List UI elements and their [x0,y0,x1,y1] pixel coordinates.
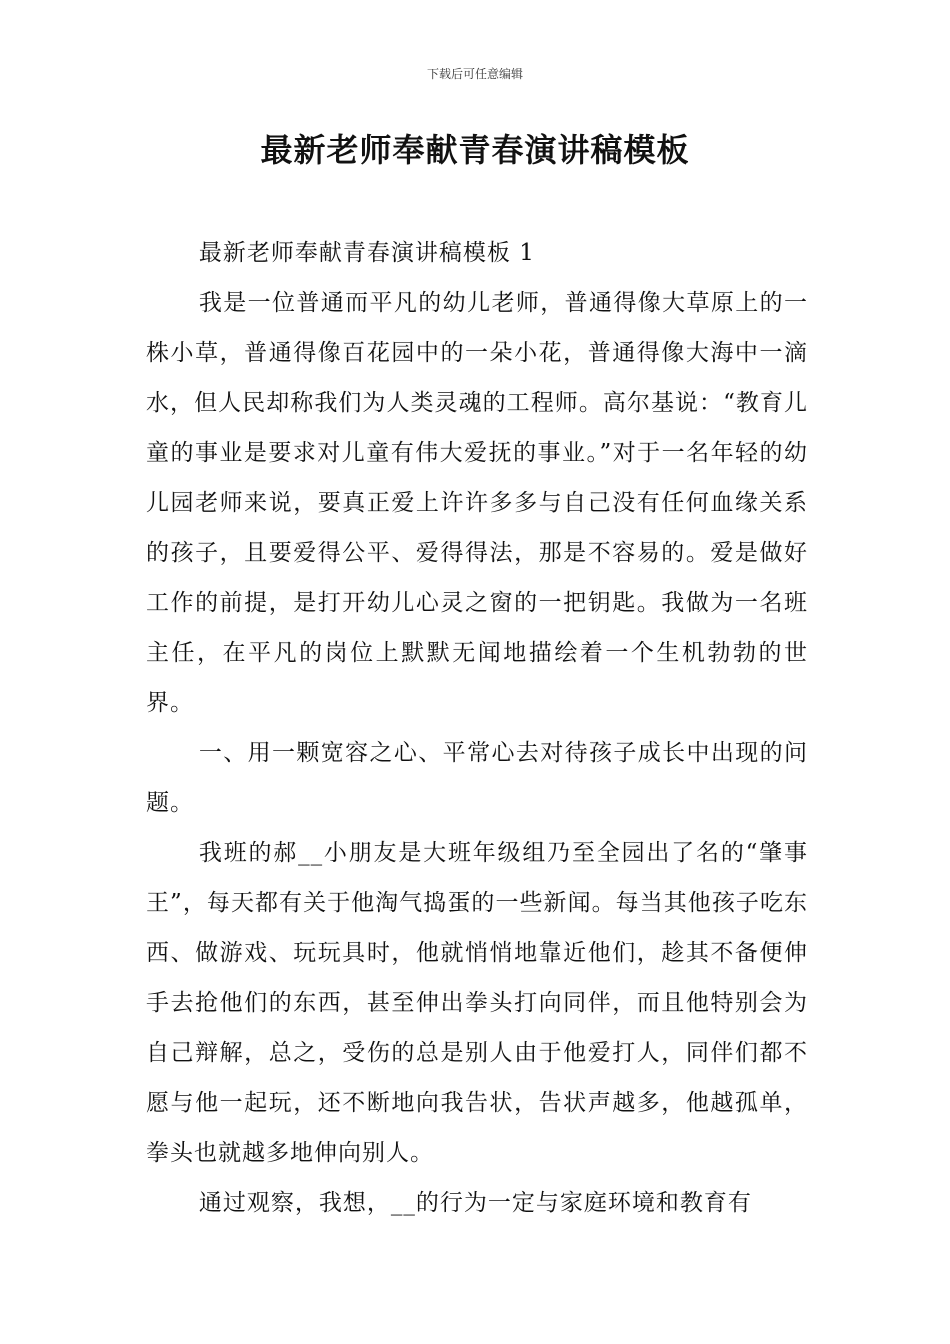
paragraph: 我是一位普通而平凡的幼儿老师，普通得像大草原上的一株小草，普通得像百花园中的一朵小花，普通得像大海中一滴水，但人民却称我们为人类灵魂的工程师。高尔基说：“教育儿童的事业是要求对儿童有伟大爱抚的事业。”对于一名年轻的幼儿园老师来说，要真正爱上许许多多与自己没有任何血缘关系的孩子，且要爱得公平、爱得得法，那是不容易的。爱是做好工作的前提，是打开幼儿心灵之窗的一把钥匙。我做为一名班主任，在平凡的岗位上默默无闻地描绘着一个生机勃勃的世界。 [146,290,808,716]
paragraph: 一、用一颗宽容之心、平常心去对待孩子成长中出现的问题。 [146,740,808,816]
document-body [146,228,808,1228]
section-heading: 最新老师奉献青春演讲稿模板 1 [198,240,535,266]
header-note: 下载后可任意编辑 [426,67,523,81]
document-title: 最新老师奉献青春演讲稿模板 [260,131,690,169]
paragraph: 我班的郝__小朋友是大班年级组乃至全园出了名的“肇事王”，每天都有关于他淘气捣蛋的一些新闻。每当其他孩子吃东西、做游戏、玩玩具时，他就悄悄地靠近他们，趁其不备便伸手去抢他们的东西，甚至伸出拳头打向同伴，而且他特别会为自己辩解，总之，受伤的总是别人由于他爱打人，同伴们都不愿与他一起玩，还不断地向我告状，告状声越多，他越孤单，拳头也就越多地伸向别人。 [146,840,808,1166]
paragraph: 通过观察，我想，__的行为一定与家庭环境和教育有 [198,1190,752,1216]
